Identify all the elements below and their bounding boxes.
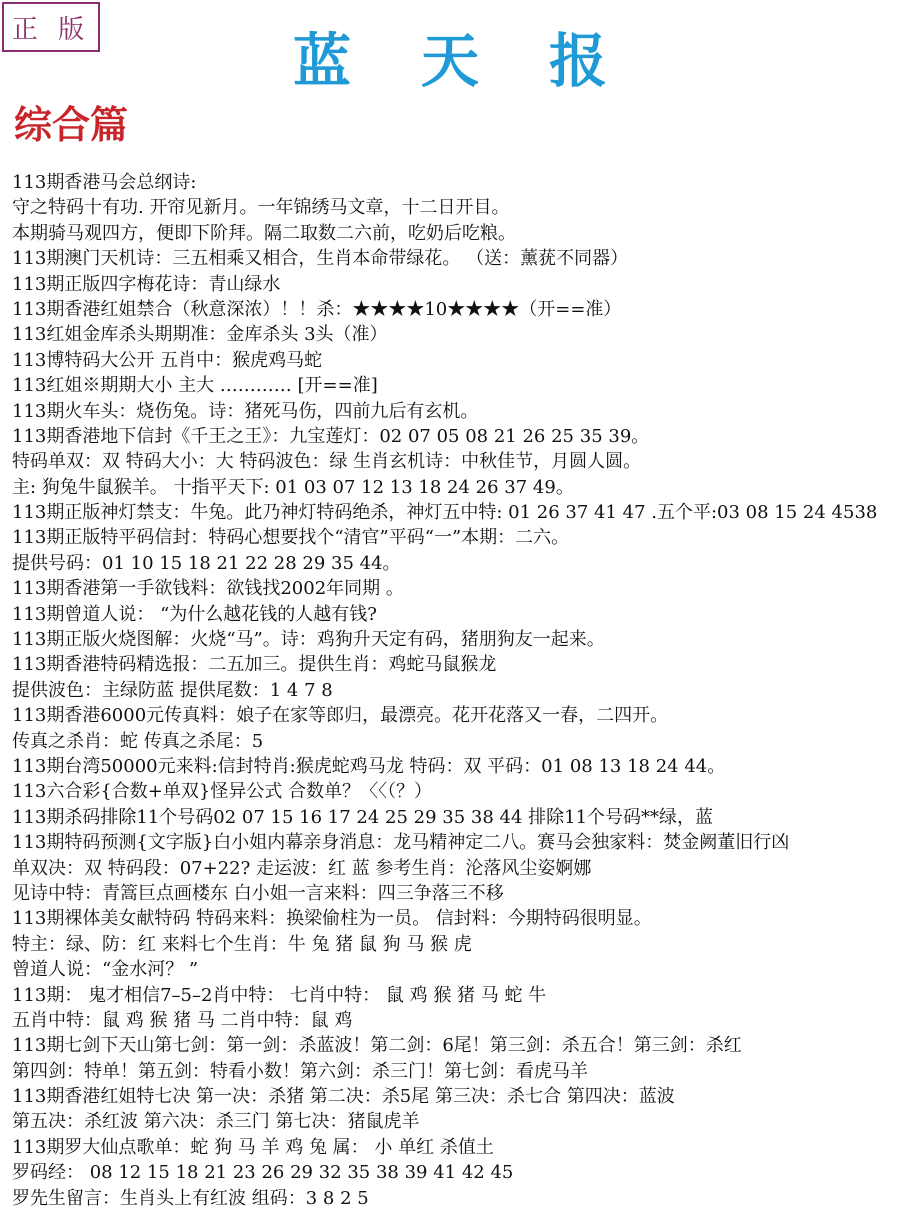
text-line: 113期裸体美女献特码 特码来料：换梁偷柱为一员。 信封料：今期特码很明显。 — [12, 908, 652, 930]
text-line: 113期正版火烧图解：火烧“马”。诗：鸡狗升天定有码，猪朋狗友一起来。 — [12, 629, 605, 651]
text-line: 罗先生留言：生肖头上有红波 组码：3 8 2 5 — [12, 1187, 369, 1209]
text-line: 第五决：杀红波 第六决：杀三门 第七决：猪鼠虎羊 — [12, 1111, 420, 1133]
text-line: 113期曾道人说： “为什么越花钱的人越有钱? — [12, 603, 377, 625]
text-line: 113期香港第一手欲钱料：欲钱找2002年同期 。 — [12, 578, 404, 600]
text-line: 特码单双：双 特码大小：大 特码波色：绿 生肖玄机诗：中秋佳节，月圆人圆。 — [12, 451, 642, 473]
text-line: 提供波色：主绿防蓝 提供尾数：1 4 7 8 — [12, 679, 333, 701]
text-line: 五肖中特：鼠 鸡 猴 猪 马 二肖中特：鼠 鸡 — [12, 1009, 353, 1031]
text-line: 113期杀码排除11个号码02 07 15 16 17 24 25 29 35 38 44 排除11个号码**绿，蓝 — [12, 806, 714, 828]
article-body — [12, 170, 896, 1211]
text-line: 113期台湾50000元来料:信封特肖:猴虎蛇鸡马龙 特码：双 平码：01 08 13 18 24 44。 — [12, 755, 726, 777]
page-title: 蓝天报 — [292, 27, 677, 95]
text-line: 113期七剑下天山第七剑：第一剑：杀蓝波！第二剑：6尾！第三剑：杀五合！第三剑：杀红 — [12, 1035, 742, 1057]
text-line: 113期正版四字梅花诗：青山绿水 — [12, 273, 281, 295]
text-line: 特主：绿、防：红 来料七个生肖：牛 兔 猪 鼠 狗 马 猴 虎 — [12, 933, 472, 955]
text-line: 113期火车头：烧伤兔。诗：猪死马伤，四前九后有玄机。 — [12, 400, 479, 422]
text-line: 113红姐※期期大小 主大 ………… [开==准] — [12, 375, 378, 397]
text-line: 113博特码大公开 五肖中：猴虎鸡马蛇 — [12, 349, 323, 371]
text-line: 113期正版特平码信封：特码心想要找个“清官”平码“一”本期：二六。 — [12, 527, 570, 549]
text-line: 113期香港马会总纲诗: — [12, 172, 197, 193]
text-line: 曾道人说：“金水河？ ” — [12, 959, 199, 981]
text-line: 113期特码预测{文字版}白小姐内幕亲身消息：龙马精神定二八。赛马会独家料：焚金阙董旧行凶 — [12, 832, 790, 854]
text-line: 113期香港特码精选报：二五加三。提供生肖：鸡蛇马鼠猴龙 — [12, 654, 497, 676]
text-line: 113期香港6000元传真料：娘子在家等郎归，最漂亮。花开花落又一春，二四开。 — [12, 705, 669, 727]
text-line: 主: 狗兔牛鼠猴羊。 十指平天下: 01 03 07 12 13 18 24 26 37 49。 — [12, 476, 574, 498]
section-title: 综合篇 — [14, 102, 129, 147]
text-line: 113六合彩{合数+单双}怪异公式 合数单？〈〈（？） — [12, 781, 433, 803]
text-line: 见诗中特：青篙巨点画楼东 白小姐一言来料：四三争落三不移 — [12, 882, 504, 904]
text-line: 113期香港红姐禁合（秋意深浓）！！杀：★★★★10★★★★（开==准） — [12, 298, 622, 320]
text-line: 本期骑马观四方，便即下阶拜。隔二取数二六前，吃奶后吃粮。 — [12, 222, 516, 244]
text-line: 113期澳门天机诗：三五相乘又相合，生肖本命带绿花。 （送：薰莸不同器） — [12, 248, 629, 270]
genuine-badge: 正 版 — [2, 2, 100, 52]
text-line: 罗码经： 08 12 15 18 21 23 26 29 32 35 38 39 41 42 45 — [12, 1162, 514, 1184]
text-line: 113期正版神灯禁支：牛兔。此乃神灯特码绝杀，神灯五中特: 01 26 37 41 47 .五个平:03 08 15 24 4538 — [12, 502, 878, 524]
text-line: 传真之杀肖：蛇 传真之杀尾：5 — [12, 730, 264, 752]
text-line: 提供号码：01 10 15 18 21 22 28 29 35 44。 — [12, 552, 401, 574]
text-line: 第四剑：特单！第五剑：特看小数！第六剑：杀三门！第七剑：看虎马羊 — [12, 1060, 588, 1082]
text-line: 单双决：双 特码段：07+22? 走运波：红 蓝 参考生肖：沦落风尘姿婀娜 — [12, 857, 592, 879]
text-line: 113期罗大仙点歌单：蛇 狗 马 羊 鸡 兔 属： 小 单红 杀值土 — [12, 1136, 494, 1158]
text-line: 113红姐金库杀头期期准：金库杀头 3头（准） — [12, 324, 388, 346]
text-line: 113期： 鬼才相信7–5–2肖中特： 七肖中特： 鼠 鸡 猴 猪 马 蛇 牛 — [12, 984, 547, 1006]
text-line: 113期香港地下信封《千王之王》：九宝莲灯：02 07 05 08 21 26 25 35 39。 — [12, 425, 650, 447]
text-line: 113期香港红姐特七决 第一决：杀猪 第二决：杀5尾 第三决：杀七合 第四决：蓝波 — [12, 1086, 675, 1108]
text-line: 守之特码十有功. 开帘见新月。一年锦绣马文章，十二日开目。 — [12, 197, 510, 219]
